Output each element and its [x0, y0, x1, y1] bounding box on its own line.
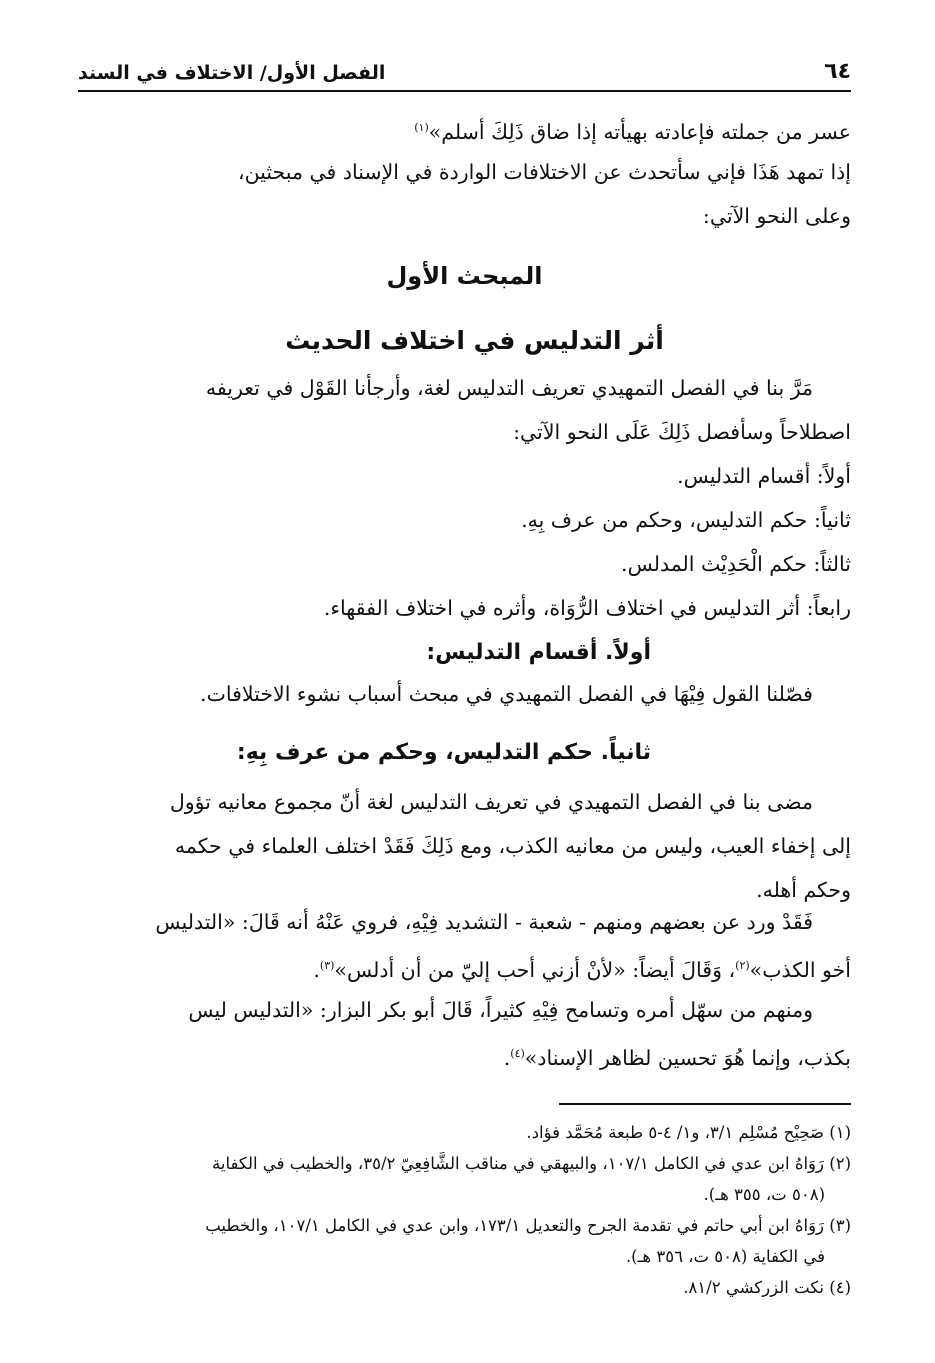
footnote-ref-2: (٢): [735, 959, 750, 972]
footnote-divider: [559, 1103, 851, 1105]
footnote-ref-4: (٤): [510, 1047, 525, 1060]
footnote-1: (١) صَحِيْح مُسْلِم ٣/١، و١/ ٤-٥ طبعة مُحَمَّد فؤاد.: [526, 1123, 851, 1142]
page-number: ٦٤: [824, 59, 851, 84]
chapter-title: الفصل الأول/ الاختلاف في السند: [78, 62, 386, 84]
footnote-2-continuation: (٥٠٨ ت، ٣٥٥ هـ).: [703, 1185, 825, 1204]
para-intro-line-2: اصطلاحاً وسأفصل ذَلِكَ عَلَى النحو الآتي:: [513, 420, 851, 444]
heading-ruling-of-tadlis: ثانياً. حكم التدليس، وحكم من عرف بِهِ:: [236, 740, 651, 765]
paragraph-four: [86, 988, 851, 1076]
footnote-2: (٢) رَوَاهُ ابن عدي في الكامل ١٠٧/١، والبيهقي في مناقب الشَّافِعِيّ ٣٥/٢، والخطيب في الكفاية: [212, 1154, 851, 1173]
footnote-3-continuation: في الكفاية (٥٠٨ ت، ٣٥٦ هـ).: [625, 1247, 825, 1266]
running-header: [78, 56, 851, 92]
para-three-line-2: أخو الكذب»$^{(٢)}$، وَقَالَ أيضاً: «لأنْ أزني أحب إليّ من أن أدلس»$^{(٣)}$.: [313, 957, 851, 982]
para-four-line-2: بكذب، وإنما هُوَ تحسين لظاهر الإسناد»$^{(٤)}$.: [503, 1045, 851, 1070]
para-two-line-2: إلى إخفاء العيب، وليس من معانيه الكذب، ومع ذَلِكَ فَقَدْ اختلف العلماء في حكمه: [174, 834, 851, 858]
intro-outline-paragraph: [86, 366, 851, 630]
para-two-line-1: مضى بنا في الفصل التمهيدي في تعريف التدليس لغة أنّ مجموع معانيه تؤول: [169, 790, 813, 814]
intro-line-3: وعلى النحو الآتي:: [702, 204, 851, 228]
heading-one-paragraph: [86, 672, 851, 716]
footnote-4: (٤) نكت الزركشي ٨١/٢.: [683, 1278, 851, 1297]
footnote-ref-1: (١): [414, 121, 429, 134]
outline-item-2: ثانياً: حكم التدليس، وحكم من عرف بِهِ.: [521, 508, 851, 532]
para-two-line-3: وحكم أهله.: [756, 878, 851, 902]
section-subtitle: أثر التدليس في اختلاف الحديث: [285, 326, 664, 355]
paragraph-three: [86, 900, 851, 988]
outline-item-4: رابعاً: أثر التدليس في اختلاف الرُّوَاة، وأثره في اختلاف الفقهاء.: [323, 596, 851, 620]
intro-paragraph: [86, 106, 851, 238]
para-four-line-1: ومنهم من سهّل أمره وتسامح فِيْهِ كثيراً، قَالَ أبو بكر البزار: «التدليس ليس: [188, 998, 813, 1022]
para-intro-line-1: مَرَّ بنا في الفصل التمهيدي تعريف التدليس لغة، وأرجأنا القَوْل في تعريفه: [205, 376, 813, 400]
intro-line-2: إذا تمهد هَذَا فإني سأتحدث عن الاختلافات الواردة في الإسناد في مبحثين،: [237, 160, 851, 184]
outline-item-3: ثالثاً: حكم الْحَدِيْث المدلس.: [621, 552, 851, 576]
heading-sections-of-tadlis: أولاً. أقسام التدليس:: [426, 640, 651, 665]
footnote-ref-3: (٣): [319, 959, 335, 972]
paragraph-two: [86, 780, 851, 912]
outline-item-1: أولاً: أقسام التدليس.: [677, 464, 851, 488]
intro-line-1: عسر من جملته فإعادته بهيأته إذا ضاق ذَلِكَ أسلم»$^{(١)}$: [414, 119, 851, 144]
heading-one-text: فصّلنا القول فِيْهَا في الفصل التمهيدي في مبحث أسباب نشوء الاختلافات.: [200, 682, 813, 706]
section-title: المبحث الأول: [386, 262, 543, 290]
para-three-line-1: فَقَدْ ورد عن بعضهم ومنهم - شعبة - التشديد فِيْهِ، فروي عَنْهُ أنه قَالَ: «التدليس: [155, 910, 813, 934]
footnote-3: (٣) رَوَاهُ ابن أبي حاتم في تقدمة الجرح والتعديل ١٧٣/١، وابن عدي في الكامل ١٠٧/١، والخطيب: [205, 1216, 851, 1235]
footnotes: [81, 1117, 851, 1303]
